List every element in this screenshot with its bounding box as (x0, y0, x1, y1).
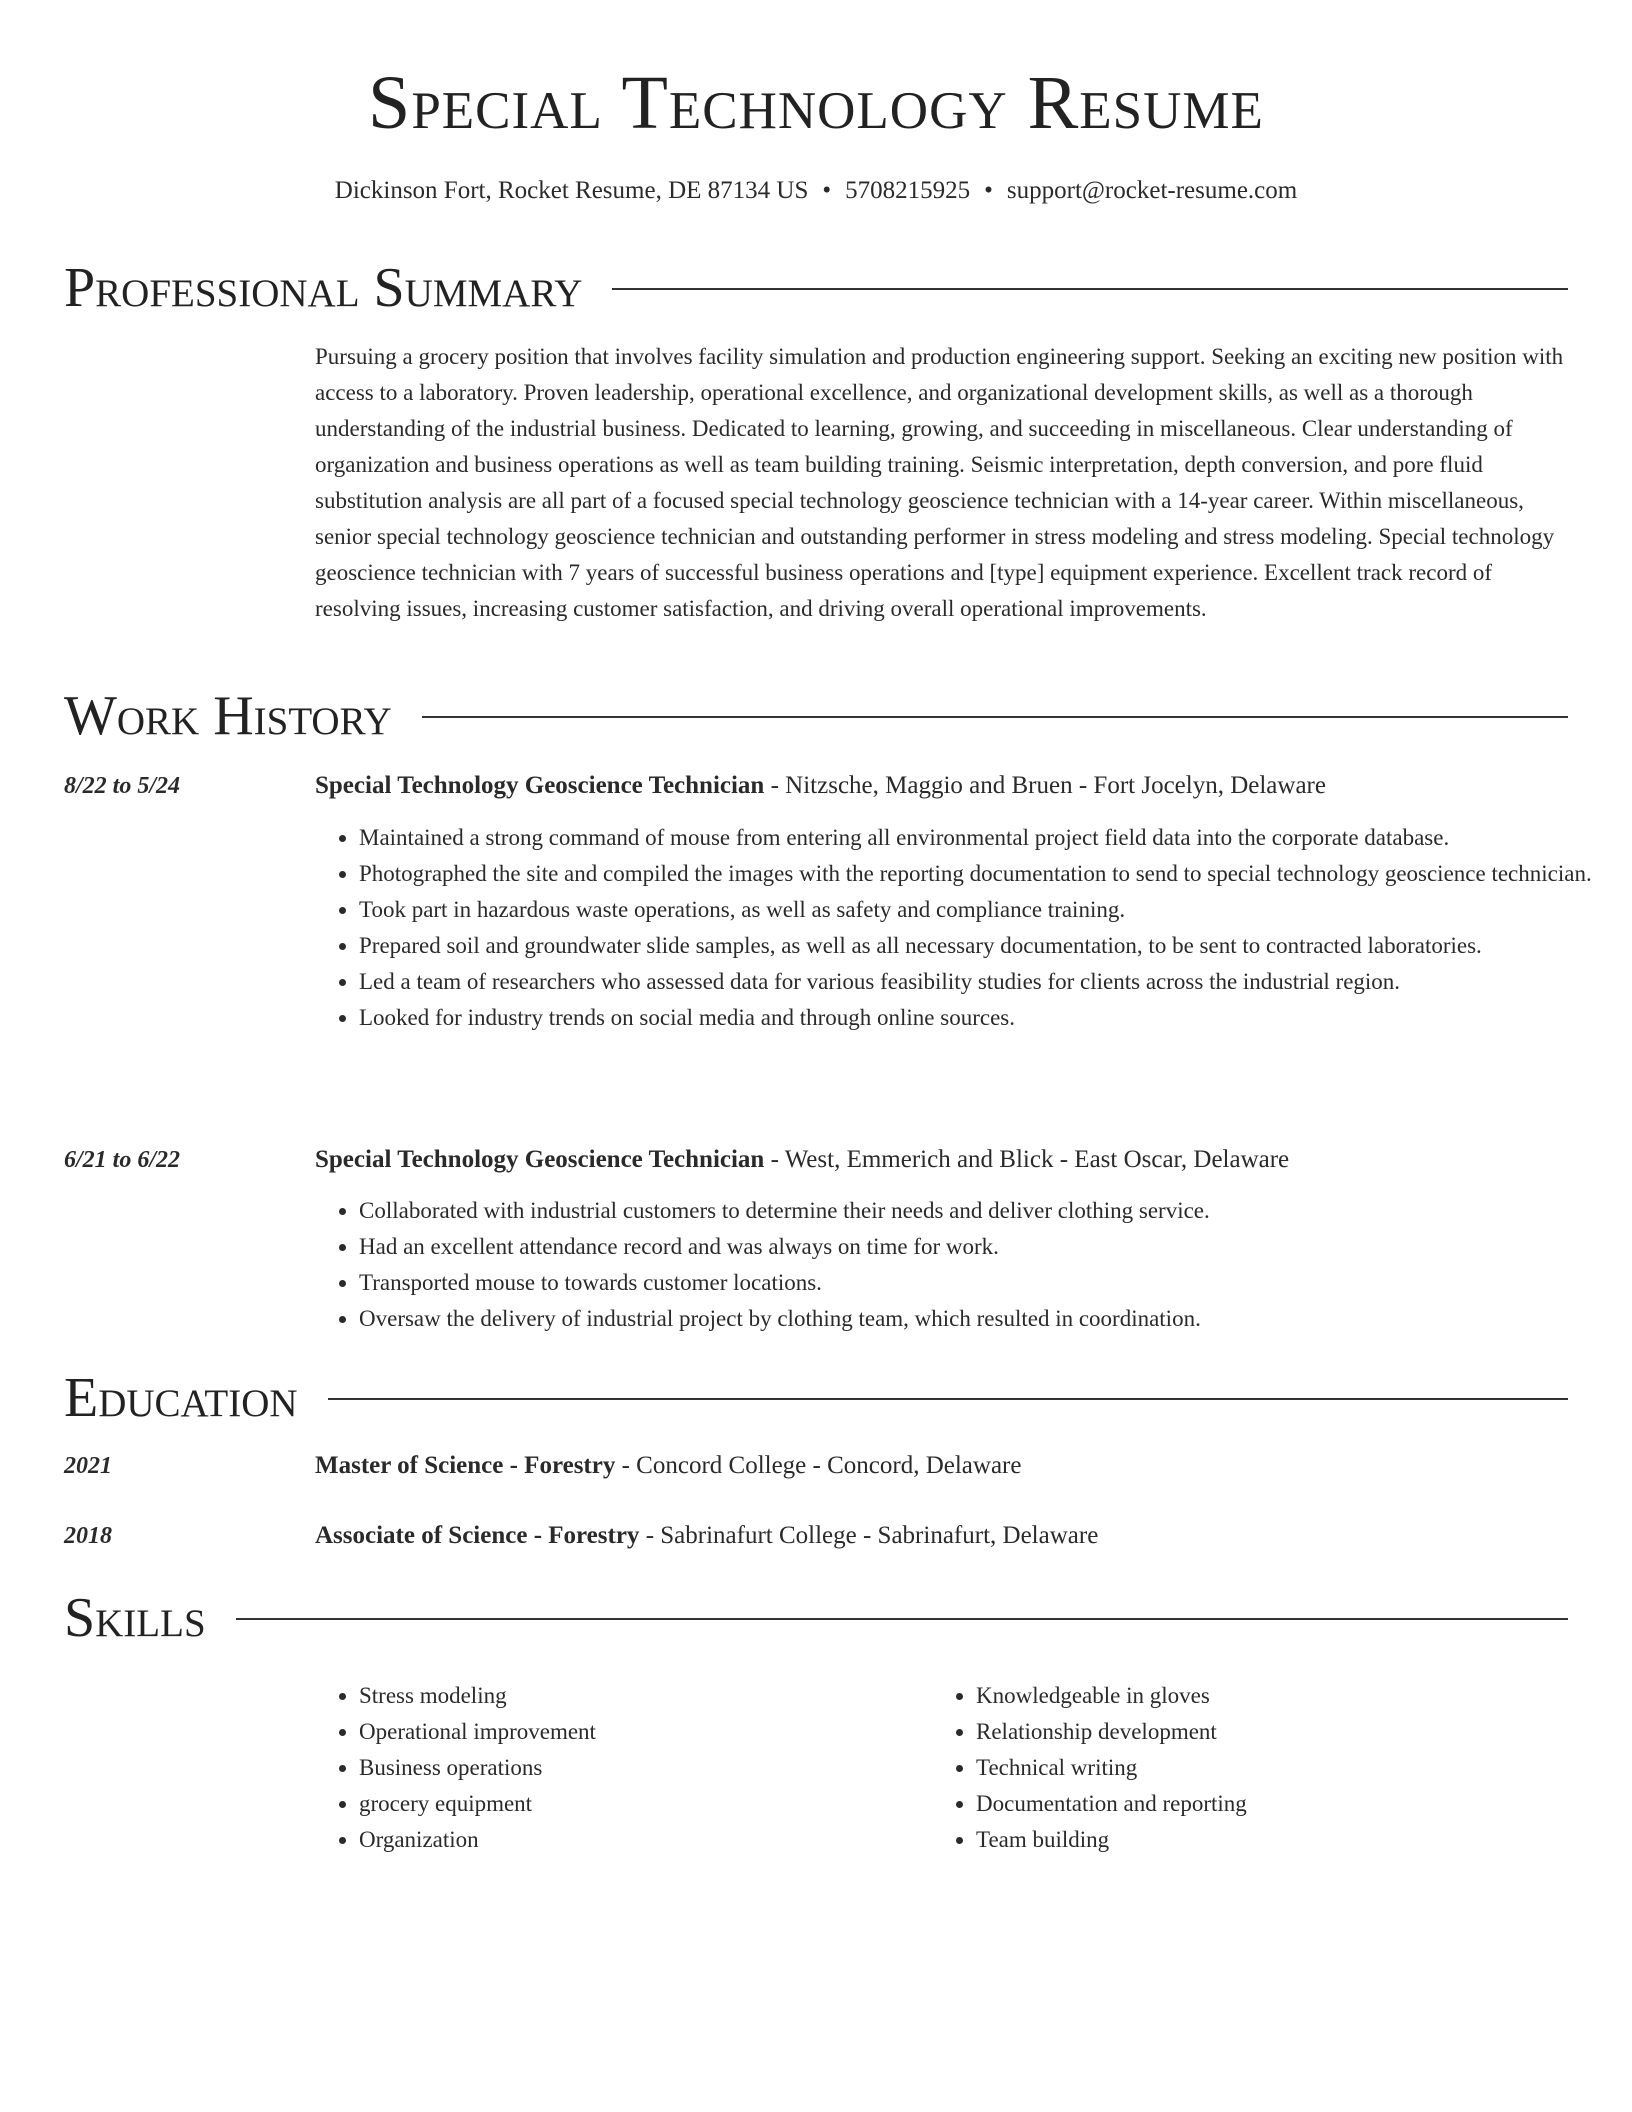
list-item: • Prepared soil and groundwater slide samples, as well as all necessary documentation, to be sent to contracted laboratories. (359, 928, 1611, 964)
job-role: Special Technology Geoscience Technician (315, 772, 765, 799)
list-item: • Collaborated with industrial customers to determine their needs and deliver clothing service. (359, 1193, 1611, 1229)
education-entry (315, 1520, 1567, 1552)
skill-item: • Technical writing (976, 1750, 1576, 1786)
list-item: • Had an excellent attendance record and was always on time for work. (359, 1229, 1611, 1265)
skill-item: • Stress modeling (359, 1678, 919, 1714)
skill-item: • grocery equipment (359, 1786, 919, 1822)
education-section-header (64, 1366, 1568, 1430)
skill-item: • Business operations (359, 1750, 919, 1786)
contact-phone: 5708215925 (845, 177, 971, 204)
education-entry (315, 1450, 1567, 1482)
contact-address: Dickinson Fort, Rocket Resume, DE 87134 US (334, 177, 809, 204)
work-section-header (64, 684, 1568, 748)
list-item: • Took part in hazardous waste operations, as well as safety and compliance training. (359, 892, 1611, 928)
section-title: Skills (64, 1587, 206, 1649)
contact-separator: • (822, 177, 832, 204)
list-item: • Transported mouse to towards customer locations. (359, 1265, 1611, 1301)
list-item: • Oversaw the delivery of industrial project by clothing team, which resulted in coordination. (359, 1301, 1611, 1337)
skill-item: • Relationship development (976, 1714, 1576, 1750)
skill-item: • Operational improvement (359, 1714, 919, 1750)
job-details: - West, Emmerich and Blick - East Oscar, Delaware (764, 1146, 1290, 1173)
contact-line (0, 175, 1632, 207)
skills-section-header (64, 1586, 1568, 1650)
education-year: 2021 (64, 1453, 112, 1479)
education-details: - Concord College - Concord, Delaware (615, 1452, 1022, 1479)
job-dates: 6/21 to 6/22 (64, 1147, 181, 1173)
job-heading (315, 770, 1567, 802)
section-divider (612, 288, 1568, 290)
list-item: • Maintained a strong command of mouse from entering all environmental project field data into the corporate database. (359, 820, 1611, 856)
section-title: Work History (64, 685, 392, 747)
education-details: - Sabrinafurt College - Sabrinafurt, Delaware (639, 1522, 1099, 1549)
skill-item: • Team building (976, 1822, 1576, 1858)
education-degree: Associate of Science - Forestry (315, 1522, 640, 1549)
job-dates: 8/22 to 5/24 (64, 773, 181, 799)
job-details: - Nitzsche, Maggio and Bruen - Fort Jocelyn, Delaware (764, 772, 1326, 799)
education-degree: Master of Science - Forestry (315, 1452, 616, 1479)
skill-item: • Documentation and reporting (976, 1786, 1576, 1822)
job-bullets (315, 1193, 1611, 1337)
section-title: Education (64, 1367, 298, 1429)
job-bullets (315, 820, 1611, 1036)
contact-email: support@rocket-resume.com (1006, 177, 1298, 204)
section-title: Professional Summary (64, 257, 583, 319)
summary-section-header (64, 256, 1568, 320)
job-heading (315, 1144, 1567, 1176)
skills-list-right (932, 1678, 1576, 1858)
summary-text: Pursuing a grocery position that involves facility simulation and production engineering support. Seeking an exciting new position with access to a laboratory. Proven leadership, operational excellence, and organizational development skills, as well as a thorough understanding of the industrial business. Dedicated to learning, growing, and succeeding in miscellaneous. Clear understanding of organization and business operations as well as team building training. Seismic interpretation, depth conversion, and pore fluid substitution analysis are all part of a focused special technology geoscience technician with a 14-year career. Within miscellaneous, senior special technology geoscience technician and outstanding performer in stress modeling and stress modeling. Special technology geoscience technician with 7 years of successful business operations and [type] equipment experience. Excellent track record of resolving issues, increasing customer satisfaction, and driving overall operational improvements. (315, 344, 1564, 621)
skill-item: • Knowledgeable in gloves (976, 1678, 1576, 1714)
education-year: 2018 (64, 1523, 112, 1549)
list-item: • Looked for industry trends on social media and through online sources. (359, 1000, 1611, 1036)
list-item: • Photographed the site and compiled the images with the reporting documentation to send to special technology geoscience technician. (359, 856, 1611, 892)
section-divider (236, 1618, 1568, 1620)
contact-separator: • (984, 177, 993, 204)
skills-list-left (315, 1678, 919, 1858)
section-divider (422, 716, 1568, 718)
skill-item: • Organization (359, 1822, 919, 1858)
section-divider (328, 1398, 1568, 1400)
resume-title: Special Technology Resume (368, 61, 1264, 145)
list-item: • Led a team of researchers who assessed data for various feasibility studies for clients across the industrial region. (359, 964, 1611, 1000)
job-role: Special Technology Geoscience Technician (315, 1146, 765, 1173)
